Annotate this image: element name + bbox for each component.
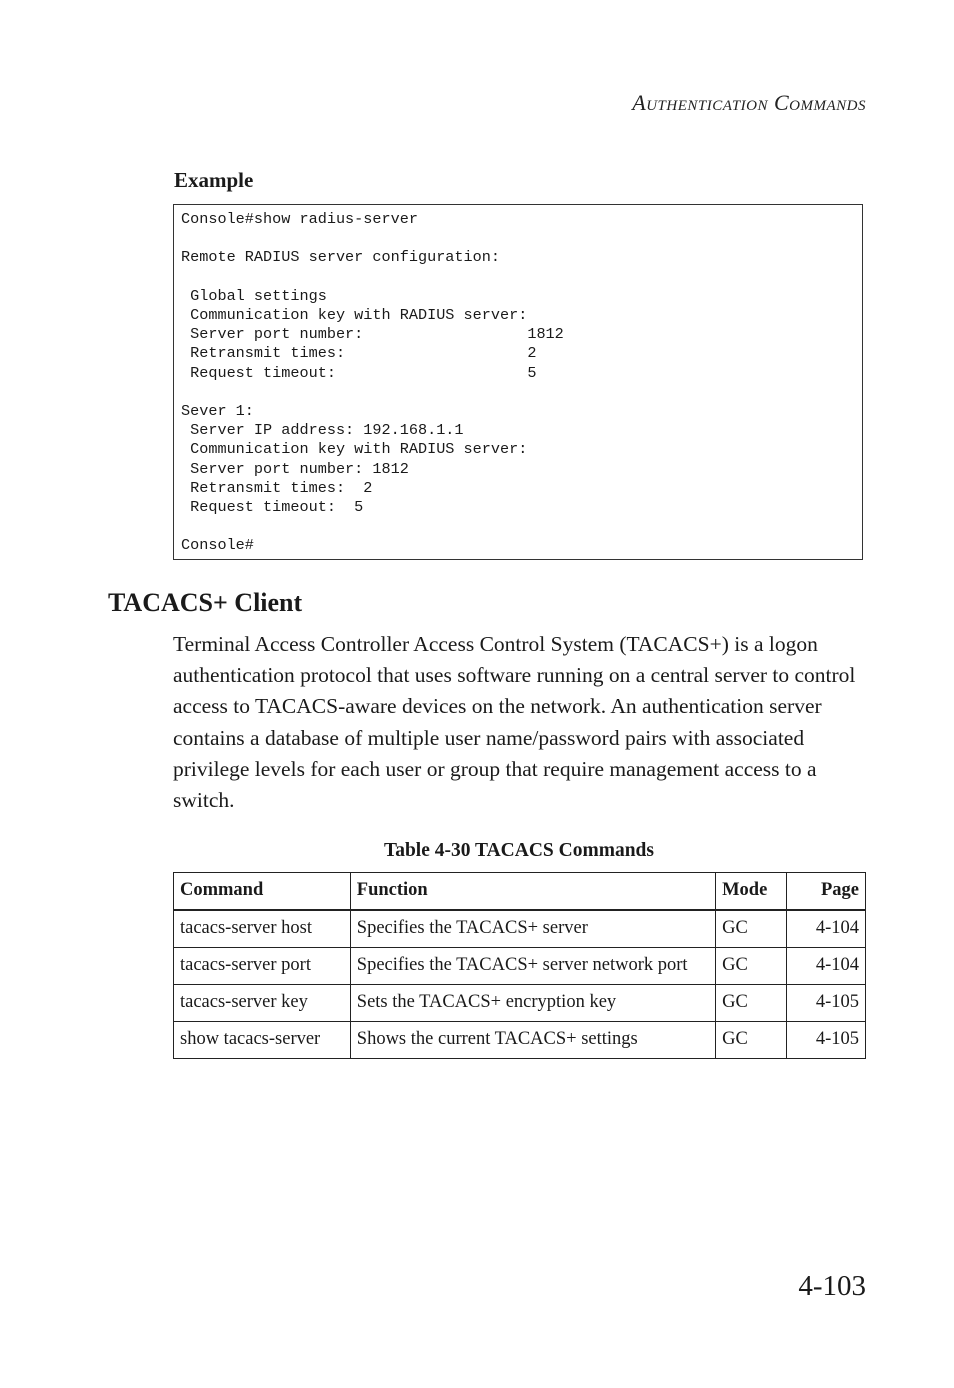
table-row [174,985,866,1022]
cell-page: 4-105 [787,1022,866,1059]
table-row [174,910,866,948]
table-row [174,948,866,985]
page-number: 4-103 [798,1270,866,1302]
tacacs-commands-table [173,872,866,1059]
cell-mode: GC [716,910,787,948]
cell-command: tacacs-server key [174,985,351,1022]
table-header-row [174,873,866,911]
example-label: Example [174,168,254,192]
cell-function: Specifies the TACACS+ server [350,910,715,948]
cell-function: Specifies the TACACS+ server network port [350,948,715,985]
cell-command: tacacs-server port [174,948,351,985]
header-function: Function [350,873,715,911]
running-header: Authentication Commands [632,90,866,115]
cell-mode: GC [716,948,787,985]
header-page: Page [787,873,866,911]
cell-page: 4-105 [787,985,866,1022]
section-body-paragraph: Terminal Access Controller Access Control System (TACACS+) is a logon authentication protocol that uses software running on a central server to control access to TACACS-aware devices on the network. An authentication server contains a database of multiple user name/password pairs with associated privilege levels for each user or group that require management access to a switch. [173,632,856,813]
header-command: Command [174,873,351,911]
code-example-box [173,204,863,560]
cell-page: 4-104 [787,948,866,985]
cell-page: 4-104 [787,910,866,948]
header-mode: Mode [716,873,787,911]
table-row [174,1022,866,1059]
cell-function: Sets the TACACS+ encryption key [350,985,715,1022]
cell-mode: GC [716,985,787,1022]
cell-function: Shows the current TACACS+ settings [350,1022,715,1059]
cell-command: tacacs-server host [174,910,351,948]
cell-command: show tacacs-server [174,1022,351,1059]
table-caption: Table 4-30 TACACS Commands [384,840,654,861]
cell-mode: GC [716,1022,787,1059]
code-example-text: Console#show radius-server Remote RADIUS server configuration: Global settings Communication key with RADIUS server: Server port number: 1812 Retransmit times: 2 Request timeout: 5 Sever 1: Server IP address: 192.168.1.1 Communication key with RADIUS server: Server port number: 1812 Retransmit times: 2 Request timeout: 5 Console# [181,210,564,555]
section-title: TACACS+ Client [108,588,303,617]
